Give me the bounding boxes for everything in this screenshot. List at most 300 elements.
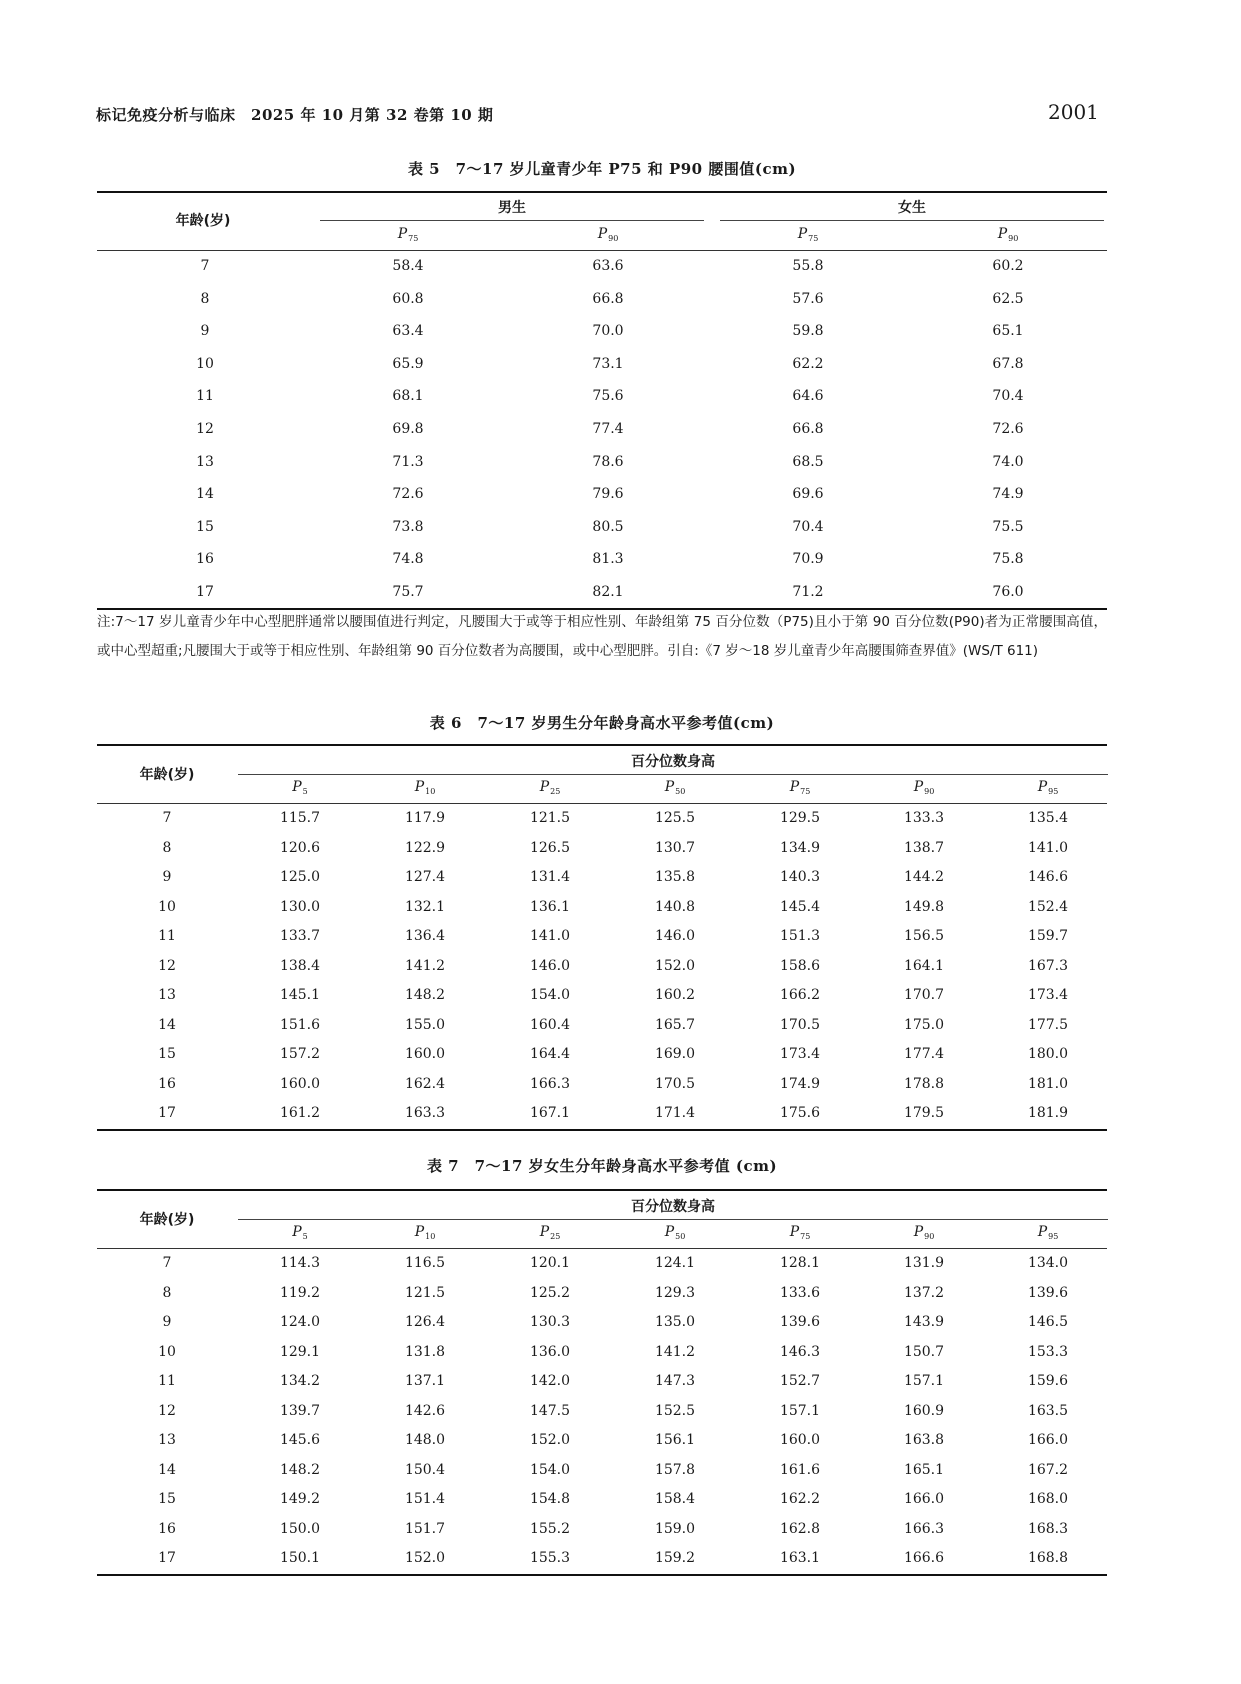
table6-value-cell: 152.0 xyxy=(654,957,696,974)
table5-value-cell: 75.6 xyxy=(592,388,624,405)
table6-value-cell: 175.6 xyxy=(779,1105,821,1121)
table6-subheader xyxy=(745,779,855,796)
table7-value-cell: 119.2 xyxy=(279,1284,321,1301)
table7-value-cell: 165.1 xyxy=(903,1461,945,1478)
table5-group-male: 男生 xyxy=(498,200,526,216)
table6-value-cell: 162.4 xyxy=(404,1075,446,1092)
percentile-subscript: 90 xyxy=(1008,234,1019,243)
table6-value-cell: 141.2 xyxy=(404,957,446,974)
percentile-subscript: 50 xyxy=(675,1232,686,1241)
table5-value-cell: 60.2 xyxy=(992,258,1024,274)
table6-age-cell: 15 xyxy=(158,1046,176,1062)
table5-value-cell: 66.8 xyxy=(592,290,624,307)
table5-value-cell: 77.4 xyxy=(592,421,624,437)
table7-age-cell: 11 xyxy=(158,1373,176,1389)
table6-value-cell: 131.4 xyxy=(529,869,571,885)
table7-value-cell: 163.5 xyxy=(1027,1402,1069,1419)
table5-value-cell: 80.5 xyxy=(592,518,624,535)
table5-value-cell: 58.4 xyxy=(392,258,424,274)
table6-value-cell: 136.4 xyxy=(404,928,446,944)
table6-value-cell: 140.8 xyxy=(654,898,696,915)
table5-value-cell: 69.6 xyxy=(792,486,824,503)
percentile-subscript: 90 xyxy=(924,1232,935,1241)
table6-value-cell: 121.5 xyxy=(529,810,571,826)
table7-value-cell: 142.0 xyxy=(529,1373,571,1389)
table7-value-cell: 135.0 xyxy=(654,1314,696,1330)
table5-value-cell: 73.1 xyxy=(592,355,624,372)
table7-age-cell: 16 xyxy=(158,1520,176,1537)
table6-value-cell: 167.3 xyxy=(1027,957,1069,974)
percentile-symbol: $P_{25}$ xyxy=(539,779,561,796)
table5-value-cell: 59.8 xyxy=(792,323,824,340)
table7-subheader xyxy=(245,1224,355,1241)
table7-value-cell: 157.8 xyxy=(654,1461,696,1478)
table5-value-cell: 62.2 xyxy=(792,355,824,372)
table5-age-header: 年龄(岁) xyxy=(175,213,231,229)
table5-value-cell: 71.3 xyxy=(392,453,424,470)
table7-age-cell: 13 xyxy=(158,1432,176,1448)
table6-age-cell: 8 xyxy=(162,839,172,856)
table6-value-cell: 125.0 xyxy=(279,869,321,885)
table7-subheader xyxy=(495,1224,605,1241)
table6-value-cell: 179.5 xyxy=(903,1105,945,1121)
table7-value-cell: 134.2 xyxy=(279,1373,321,1389)
percentile-symbol: $P_{50}$ xyxy=(664,779,686,796)
table6-value-cell: 177.4 xyxy=(903,1046,945,1062)
percentile-subscript: 75 xyxy=(800,787,811,796)
table5-age-cell: 15 xyxy=(196,518,214,535)
table7-value-cell: 129.1 xyxy=(279,1343,321,1360)
table7-value-cell: 157.1 xyxy=(903,1373,945,1389)
table6-value-cell: 177.5 xyxy=(1027,1016,1069,1033)
table6-value-cell: 133.7 xyxy=(279,928,321,944)
table5-value-cell: 68.1 xyxy=(392,388,424,405)
table6-age-cell: 11 xyxy=(158,928,176,944)
table7-bottom-rule xyxy=(97,1574,1107,1576)
table5-header-rule xyxy=(97,250,1107,251)
table7-value-cell: 160.0 xyxy=(779,1432,821,1448)
table6-value-cell: 130.7 xyxy=(654,839,696,856)
percentile-subscript: 5 xyxy=(302,787,308,796)
table5-age-cell: 14 xyxy=(196,486,214,503)
table5-value-cell: 74.0 xyxy=(992,453,1024,470)
table7-subheader xyxy=(620,1224,730,1241)
table5-value-cell: 74.8 xyxy=(392,551,424,568)
table5-value-cell: 71.2 xyxy=(792,584,824,600)
table6-caption: 表 6 7～17 岁男生分年龄身高水平参考值(cm) xyxy=(429,714,775,732)
table5-value-cell: 63.6 xyxy=(592,258,624,274)
percentile-symbol: $P_{75}$ xyxy=(789,779,811,796)
table5-value-cell: 69.8 xyxy=(392,421,424,437)
table7-subheader xyxy=(370,1224,480,1241)
table7-value-cell: 137.2 xyxy=(903,1284,945,1301)
table6-value-cell: 181.0 xyxy=(1027,1075,1069,1092)
table6-value-cell: 159.7 xyxy=(1027,928,1069,944)
table7-value-cell: 154.0 xyxy=(529,1461,571,1478)
table7-subheader xyxy=(869,1224,979,1241)
table6-value-cell: 145.4 xyxy=(779,898,821,915)
table6-value-cell: 173.4 xyxy=(1027,987,1069,1003)
table5-value-cell: 67.8 xyxy=(992,355,1024,372)
table7-value-cell: 139.7 xyxy=(279,1402,321,1419)
table7-age-cell: 7 xyxy=(162,1255,172,1271)
table5-age-cell: 13 xyxy=(196,453,214,470)
table6-value-cell: 170.5 xyxy=(779,1016,821,1033)
table7-value-cell: 158.4 xyxy=(654,1491,696,1507)
table6-subheader xyxy=(993,779,1103,796)
table5-note: 注:7～17 岁儿童青少年中心型肥胖通常以腰围值进行判定，凡腰围大于或等于相应性别、年龄组第 75 百分位数（P75)且小于第 90 百分位数(P90)者为正常腰围高值，或中心型超重;凡腰围大于或等于相应性别、年龄组第 90 百分位数者为高腰围，或中心型肥胖。引自:《7 岁～18 岁儿童青少年高腰围筛查界值》(WS/T 611) xyxy=(97,614,1107,659)
table6-age-cell: 9 xyxy=(162,869,172,885)
table7-value-cell: 156.1 xyxy=(654,1432,696,1448)
table7-value-cell: 148.0 xyxy=(404,1432,446,1448)
table6-value-cell: 145.1 xyxy=(279,987,321,1003)
table7-value-cell: 141.2 xyxy=(654,1343,696,1360)
table7-value-cell: 163.8 xyxy=(903,1432,945,1448)
table5-value-cell: 75.7 xyxy=(392,584,424,600)
table7-value-cell: 143.9 xyxy=(903,1314,945,1330)
table7-value-cell: 160.9 xyxy=(903,1402,945,1419)
table6-value-cell: 125.5 xyxy=(654,810,696,826)
table6-age-cell: 10 xyxy=(158,898,176,915)
table6-value-cell: 151.6 xyxy=(279,1016,321,1033)
table6-value-cell: 146.0 xyxy=(529,957,571,974)
table6-value-cell: 138.4 xyxy=(279,957,321,974)
table6-top-rule xyxy=(97,744,1107,746)
table5-value-cell: 81.3 xyxy=(592,551,624,568)
table5-value-cell: 60.8 xyxy=(392,290,424,307)
table7-value-cell: 152.0 xyxy=(404,1550,446,1566)
table6-subheader xyxy=(495,779,605,796)
table6-value-cell: 167.1 xyxy=(529,1105,571,1121)
table7-value-cell: 148.2 xyxy=(279,1461,321,1478)
percentile-subscript: 5 xyxy=(302,1232,308,1241)
table6-value-cell: 140.3 xyxy=(779,869,821,885)
table6-value-cell: 166.2 xyxy=(779,987,821,1003)
table7-value-cell: 114.3 xyxy=(279,1255,321,1271)
table7-caption: 表 7 7～17 岁女生分年龄身高水平参考值 (cm) xyxy=(426,1157,778,1175)
table7-value-cell: 154.8 xyxy=(529,1491,571,1507)
table7-value-cell: 159.0 xyxy=(654,1520,696,1537)
percentile-subscript: 10 xyxy=(425,787,436,796)
percentile-symbol: $P_{10}$ xyxy=(414,1224,436,1241)
table7-value-cell: 150.1 xyxy=(279,1550,321,1566)
table5-value-cell: 70.9 xyxy=(792,551,824,568)
table6-age-cell: 14 xyxy=(158,1016,176,1033)
table6-value-cell: 157.2 xyxy=(279,1046,321,1062)
percentile-subscript: 25 xyxy=(550,1232,561,1241)
table7-value-cell: 161.6 xyxy=(779,1461,821,1478)
table7-value-cell: 124.0 xyxy=(279,1314,321,1330)
percentile-symbol: $P_{90}$ xyxy=(913,1224,935,1241)
table6-value-cell: 129.5 xyxy=(779,810,821,826)
table6-value-cell: 122.9 xyxy=(404,839,446,856)
table7-top-rule xyxy=(97,1189,1107,1191)
percentile-symbol: $P_{90}$ xyxy=(597,226,619,243)
table5-age-cell: 16 xyxy=(196,551,214,568)
table5-value-cell: 79.6 xyxy=(592,486,624,503)
table6-value-cell: 146.0 xyxy=(654,928,696,944)
table6-value-cell: 115.7 xyxy=(279,810,321,826)
table6-group-rule xyxy=(238,774,1108,775)
table5-value-cell: 70.4 xyxy=(792,518,824,535)
table7-value-cell: 150.4 xyxy=(404,1461,446,1478)
table6-header-rule xyxy=(97,803,1107,804)
table7-value-cell: 134.0 xyxy=(1027,1255,1069,1271)
table7-subheader xyxy=(745,1224,855,1241)
table5-value-cell: 62.5 xyxy=(992,290,1024,307)
table5-value-cell: 65.9 xyxy=(392,355,424,372)
table7-value-cell: 139.6 xyxy=(779,1314,821,1330)
table6-subheader xyxy=(245,779,355,796)
table7-value-cell: 166.3 xyxy=(903,1520,945,1537)
table7-age-cell: 14 xyxy=(158,1461,176,1478)
table7-value-cell: 150.0 xyxy=(279,1520,321,1537)
table7-group-rule xyxy=(238,1219,1108,1220)
table6-value-cell: 141.0 xyxy=(1027,839,1069,856)
table5-caption: 表 5 7～17 岁儿童青少年 P75 和 P90 腰围值(cm) xyxy=(407,160,797,178)
table7-value-cell: 125.2 xyxy=(529,1284,571,1301)
table6-age-cell: 16 xyxy=(158,1075,176,1092)
table6-value-cell: 180.0 xyxy=(1027,1046,1069,1062)
table6-value-cell: 158.6 xyxy=(779,957,821,974)
table6-value-cell: 171.4 xyxy=(654,1105,696,1121)
table7-value-cell: 167.2 xyxy=(1027,1461,1069,1478)
table5-value-cell: 76.0 xyxy=(992,584,1024,600)
percentile-subscript: 75 xyxy=(408,234,419,243)
table5-age-cell: 7 xyxy=(200,258,210,274)
table6-value-cell: 173.4 xyxy=(779,1046,821,1062)
percentile-subscript: 50 xyxy=(675,787,686,796)
table5-subheader xyxy=(728,226,888,243)
table7-value-cell: 155.3 xyxy=(529,1550,571,1566)
percentile-symbol: $P_{75}$ xyxy=(797,226,819,243)
table7-value-cell: 152.5 xyxy=(654,1402,696,1419)
table7-age-cell: 10 xyxy=(158,1343,176,1360)
table6-value-cell: 117.9 xyxy=(404,810,446,826)
table7-value-cell: 126.4 xyxy=(404,1314,446,1330)
percentile-symbol: $P_{10}$ xyxy=(414,779,436,796)
table6-age-cell: 7 xyxy=(162,810,172,826)
table7-value-cell: 166.0 xyxy=(903,1491,945,1507)
table7-value-cell: 146.3 xyxy=(779,1343,821,1360)
table6-age-cell: 13 xyxy=(158,987,176,1003)
table6-group-header: 百分位数身高 xyxy=(631,754,715,770)
table5-age-cell: 11 xyxy=(196,388,214,405)
table6-value-cell: 164.1 xyxy=(903,957,945,974)
table5-age-cell: 12 xyxy=(196,421,214,437)
table6-age-cell: 12 xyxy=(158,957,176,974)
table7-value-cell: 155.2 xyxy=(529,1520,571,1537)
table6-value-cell: 161.2 xyxy=(279,1105,321,1121)
table5-value-cell: 70.0 xyxy=(592,323,624,340)
table6-value-cell: 136.1 xyxy=(529,898,571,915)
journal-header: 标记免疫分析与临床 2025 年 10 月第 32 卷第 10 期 xyxy=(96,106,494,124)
table7-value-cell: 157.1 xyxy=(779,1402,821,1419)
table5-age-cell: 10 xyxy=(196,355,214,372)
table7-age-cell: 15 xyxy=(158,1491,176,1507)
percentile-subscript: 25 xyxy=(550,787,561,796)
table7-value-cell: 162.2 xyxy=(779,1491,821,1507)
table6-value-cell: 149.8 xyxy=(903,898,945,915)
table7-value-cell: 168.0 xyxy=(1027,1491,1069,1507)
table7-value-cell: 124.1 xyxy=(654,1255,696,1271)
table6-value-cell: 152.4 xyxy=(1027,898,1069,915)
table5-value-cell: 64.6 xyxy=(792,388,824,405)
table6-value-cell: 169.0 xyxy=(654,1046,696,1062)
table5-value-cell: 72.6 xyxy=(992,421,1024,437)
table6-value-cell: 170.5 xyxy=(654,1075,696,1092)
percentile-symbol: $P_{50}$ xyxy=(664,1224,686,1241)
table6-value-cell: 133.3 xyxy=(903,810,945,826)
table5-subheader xyxy=(928,226,1088,243)
table7-value-cell: 137.1 xyxy=(404,1373,446,1389)
table6-value-cell: 127.4 xyxy=(404,869,446,885)
table6-bottom-rule xyxy=(97,1129,1107,1131)
table6-value-cell: 148.2 xyxy=(404,987,446,1003)
table6-value-cell: 156.5 xyxy=(903,928,945,944)
table5-subheader xyxy=(528,226,688,243)
table7-value-cell: 129.3 xyxy=(654,1284,696,1301)
table5-value-cell: 70.4 xyxy=(992,388,1024,405)
percentile-subscript: 90 xyxy=(924,787,935,796)
table7-age-cell: 8 xyxy=(162,1284,172,1301)
percentile-subscript: 75 xyxy=(808,234,819,243)
table7-header-rule xyxy=(97,1248,1107,1249)
table5-age-cell: 17 xyxy=(196,584,214,600)
table5-value-cell: 57.6 xyxy=(792,290,824,307)
table5-group-female: 女生 xyxy=(898,200,926,216)
table5-value-cell: 82.1 xyxy=(592,584,624,600)
table6-value-cell: 120.6 xyxy=(279,839,321,856)
table7-value-cell: 150.7 xyxy=(903,1343,945,1360)
table7-value-cell: 168.8 xyxy=(1027,1550,1069,1566)
table5-top-rule xyxy=(97,191,1107,193)
percentile-symbol: $P_{95}$ xyxy=(1037,1224,1059,1241)
table6-value-cell: 135.4 xyxy=(1027,810,1069,826)
table7-value-cell: 151.7 xyxy=(404,1520,446,1537)
table6-value-cell: 160.0 xyxy=(404,1046,446,1062)
table6-value-cell: 181.9 xyxy=(1027,1105,1069,1121)
percentile-subscript: 95 xyxy=(1048,1232,1059,1241)
table7-value-cell: 139.6 xyxy=(1027,1284,1069,1301)
table7-value-cell: 131.8 xyxy=(404,1343,446,1360)
table5-value-cell: 78.6 xyxy=(592,453,624,470)
table6-value-cell: 146.6 xyxy=(1027,869,1069,885)
table7-age-header: 年龄(岁) xyxy=(139,1212,195,1228)
table7-value-cell: 166.6 xyxy=(903,1550,945,1566)
table6-value-cell: 164.4 xyxy=(529,1046,571,1062)
table5-value-cell: 63.4 xyxy=(392,323,424,340)
table7-age-cell: 17 xyxy=(158,1550,176,1566)
table6-age-header: 年龄(岁) xyxy=(139,767,195,783)
table5-age-cell: 9 xyxy=(200,323,210,340)
table6-value-cell: 126.5 xyxy=(529,839,571,856)
table6-value-cell: 155.0 xyxy=(404,1016,446,1033)
table6-value-cell: 135.8 xyxy=(654,869,696,885)
table7-value-cell: 152.7 xyxy=(779,1373,821,1389)
percentile-subscript: 95 xyxy=(1048,787,1059,796)
table6-value-cell: 178.8 xyxy=(903,1075,945,1092)
table7-value-cell: 120.1 xyxy=(529,1255,571,1271)
page-number: 2001 xyxy=(1048,100,1099,124)
table6-value-cell: 141.0 xyxy=(529,928,571,944)
table6-value-cell: 174.9 xyxy=(779,1075,821,1092)
table7-value-cell: 131.9 xyxy=(903,1255,945,1271)
table5-female-span-rule xyxy=(720,220,1104,221)
table6-value-cell: 163.3 xyxy=(404,1105,446,1121)
table5-value-cell: 75.5 xyxy=(992,518,1024,535)
table5-value-cell: 55.8 xyxy=(792,258,824,274)
table6-value-cell: 166.3 xyxy=(529,1075,571,1092)
table6-subheader xyxy=(869,779,979,796)
table7-value-cell: 116.5 xyxy=(404,1255,446,1271)
percentile-symbol: $P_{90}$ xyxy=(913,779,935,796)
table7-value-cell: 136.0 xyxy=(529,1343,571,1360)
table5-value-cell: 72.6 xyxy=(392,486,424,503)
table6-value-cell: 160.4 xyxy=(529,1016,571,1033)
percentile-subscript: 90 xyxy=(608,234,619,243)
percentile-symbol: $P_5$ xyxy=(292,1224,308,1241)
percentile-symbol: $P_5$ xyxy=(292,779,308,796)
percentile-symbol: $P_{25}$ xyxy=(539,1224,561,1241)
table7-value-cell: 159.6 xyxy=(1027,1373,1069,1389)
percentile-subscript: 10 xyxy=(425,1232,436,1241)
table7-value-cell: 145.6 xyxy=(279,1432,321,1448)
percentile-symbol: $P_{90}$ xyxy=(997,226,1019,243)
table7-value-cell: 153.3 xyxy=(1027,1343,1069,1360)
table7-value-cell: 162.8 xyxy=(779,1520,821,1537)
table5-value-cell: 75.8 xyxy=(992,551,1024,568)
table7-value-cell: 121.5 xyxy=(404,1284,446,1301)
table6-age-cell: 17 xyxy=(158,1105,176,1121)
table7-value-cell: 151.4 xyxy=(404,1491,446,1507)
percentile-subscript: 75 xyxy=(800,1232,811,1241)
table7-value-cell: 159.2 xyxy=(654,1550,696,1566)
table6-value-cell: 130.0 xyxy=(279,898,321,915)
table7-value-cell: 133.6 xyxy=(779,1284,821,1301)
table6-subheader xyxy=(370,779,480,796)
table7-value-cell: 163.1 xyxy=(779,1550,821,1566)
table7-value-cell: 166.0 xyxy=(1027,1432,1069,1448)
table6-value-cell: 170.7 xyxy=(903,987,945,1003)
table7-value-cell: 149.2 xyxy=(279,1491,321,1507)
table7-value-cell: 128.1 xyxy=(779,1255,821,1271)
table5-subheader xyxy=(328,226,488,243)
table6-value-cell: 154.0 xyxy=(529,987,571,1003)
table5-value-cell: 68.5 xyxy=(792,453,824,470)
table7-age-cell: 12 xyxy=(158,1402,176,1419)
table5-value-cell: 65.1 xyxy=(992,323,1024,340)
table7-age-cell: 9 xyxy=(162,1314,172,1330)
table7-value-cell: 146.5 xyxy=(1027,1314,1069,1330)
table7-value-cell: 147.5 xyxy=(529,1402,571,1419)
table5-age-cell: 8 xyxy=(200,290,210,307)
table7-value-cell: 152.0 xyxy=(529,1432,571,1448)
table5-value-cell: 74.9 xyxy=(992,486,1024,503)
table7-value-cell: 168.3 xyxy=(1027,1520,1069,1537)
table5-value-cell: 73.8 xyxy=(392,518,424,535)
percentile-symbol: $P_{75}$ xyxy=(397,226,419,243)
table7-value-cell: 142.6 xyxy=(404,1402,446,1419)
table6-value-cell: 138.7 xyxy=(903,839,945,856)
table6-value-cell: 175.0 xyxy=(903,1016,945,1033)
table7-group-header: 百分位数身高 xyxy=(631,1199,715,1215)
percentile-symbol: $P_{95}$ xyxy=(1037,779,1059,796)
table6-subheader xyxy=(620,779,730,796)
table6-value-cell: 165.7 xyxy=(654,1016,696,1033)
table6-value-cell: 160.0 xyxy=(279,1075,321,1092)
table7-value-cell: 147.3 xyxy=(654,1373,696,1389)
